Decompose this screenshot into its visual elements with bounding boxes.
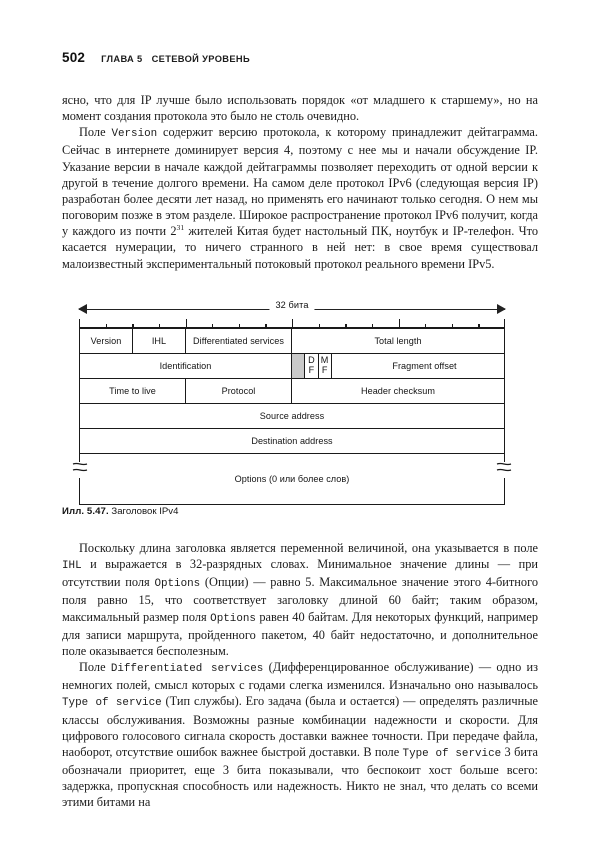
body-text-bottom xyxy=(62,540,538,811)
ipv4-header-grid xyxy=(79,328,505,505)
chapter-title: СЕТЕВОЙ УРОВЕНЬ xyxy=(151,54,251,64)
field-label: Options (0 или более слов) xyxy=(234,474,350,484)
break-mark-icon xyxy=(494,462,514,478)
text-run: равен 40 байтам. Для некоторых функций, например для записи маршрута, пройденного пакетом, 40 байт недостаточно, и дополнительное поле оказывается бесполезным. xyxy=(62,609,538,658)
ruler-tick-major xyxy=(186,319,187,328)
field-label-line: F xyxy=(321,365,328,375)
field-cell-header-checksum xyxy=(292,379,504,403)
text-run: (Дифференцированное обслуживание) — одно из немногих полей, смысл которых с годами слегка изменился. Изначально оно называлось xyxy=(62,660,538,693)
field-cell-ihl xyxy=(133,329,186,353)
text-run: жителей Китая будет настольный ПК, ноутбук и IP-телефон. Что касается нумерации, то ничего странного в ней нет: в свое время существовал малоизвестный экспериментальный потоковый протокол реального времени IPv5. xyxy=(62,224,538,271)
figure-caption xyxy=(62,506,178,517)
running-head xyxy=(62,50,250,65)
field-label-line: F xyxy=(308,365,315,375)
field-label: Total length xyxy=(374,336,422,346)
figure-caption-text: Заголовок IPv4 xyxy=(108,506,179,517)
break-mark-icon xyxy=(70,462,90,478)
header-row xyxy=(80,379,504,404)
header-row xyxy=(80,429,504,454)
field-label: Destination address xyxy=(251,436,333,446)
text-run: 3 бита обозначали приоритет, еще 3 бита показывали, что беспокоит хост больше всего: задержка, пропускная способность или надежность. Никто не знал, что делать со всеми этими битами на xyxy=(62,744,538,810)
field-label: Header checksum xyxy=(360,386,436,396)
field-label: IHL xyxy=(151,336,167,346)
field-label-line: D xyxy=(308,355,315,366)
field-cell-spacer xyxy=(332,354,345,378)
paragraph-version-field xyxy=(62,124,538,271)
header-row xyxy=(80,404,504,429)
superscript-exponent: 31 xyxy=(176,223,185,233)
text-run: содержит версию протокола, к которому принадлежит дейтаграмма. Сейчас в интернете доминирует версия 4, поэтому с нее мы и начали обсуждение IP. Указание версии в начале каждой дейтаграммы позволяет переходить от одной версии к другой в течение долгого времени. На самом деле протокол IPv6 (следующая версия IP) разработан более десяти лет назад, но применять его начинают только сегодня. О нем мы поговорим позже в этом разделе. Широкое распространение протокол IPv6 получит, когда у каждого из почти 2 xyxy=(62,125,538,239)
arrow-head-right-icon xyxy=(497,304,506,314)
field-label: Differentiated services xyxy=(193,336,284,346)
field-cell-time-to-live xyxy=(80,379,186,403)
code-type-of-service-2: Type of service xyxy=(402,747,502,760)
field-cell-differentiated-services xyxy=(186,329,292,353)
text-run: (Опции) — равно 5. Максимальное значение этого 4-битного поля равно 15, что соответствует заголовку длиной 60 байт; таким образом, максимальный размер поля xyxy=(62,575,538,624)
bit-width-arrow xyxy=(79,300,505,318)
field-cell-df xyxy=(305,354,318,378)
field-cell-fragment-offset xyxy=(345,354,504,378)
field-label: Fragment offset xyxy=(392,361,457,371)
figure-ipv4-header xyxy=(62,300,538,505)
field-cell-mf xyxy=(319,354,332,378)
paragraph-continued: ясно, что для IP лучше было использовать порядок «от младшего к старшему», но на момент создания протокола это было не столь очевидно. xyxy=(62,93,538,124)
chapter-heading xyxy=(101,54,250,64)
chapter-label: ГЛАВА 5 xyxy=(101,54,143,64)
field-label: Time to live xyxy=(109,386,156,396)
field-cell-options-0 xyxy=(80,454,504,504)
header-row xyxy=(80,454,504,504)
code-type-of-service-1: Type of service xyxy=(62,697,162,710)
field-cell-source-address xyxy=(80,404,504,428)
code-version: Version xyxy=(111,128,158,141)
arrow-head-left-icon xyxy=(78,304,87,314)
ruler-tick-major xyxy=(504,319,505,328)
code-options-1: Options xyxy=(154,578,201,591)
field-label: Version xyxy=(90,336,122,346)
ruler-tick-major xyxy=(399,319,400,328)
reserved-bit-cell xyxy=(292,354,305,378)
field-label: Source address xyxy=(259,411,325,421)
paragraph-diffserv-field xyxy=(62,659,538,810)
paragraph-ihl-field xyxy=(62,540,538,659)
field-label: Identification xyxy=(159,361,212,371)
text-run: Поле xyxy=(79,125,112,140)
text-run: (Тип службы). Его задача (была и остается) — определять различные классы обслуживания. Возможны разные комбинации надежности и скорости. Для цифрового голосового сигнала скорость доставки важнее точности. При передаче файла, наоборот, отсутствие ошибок важнее быстрой доставки. В поле xyxy=(62,694,538,759)
header-row xyxy=(80,354,504,379)
field-cell-identification xyxy=(80,354,292,378)
field-cell-total-length xyxy=(292,329,504,353)
ruler-tick-major xyxy=(79,319,80,328)
bit-ruler xyxy=(79,318,505,328)
bit-width-label: 32 бита xyxy=(269,300,314,310)
field-cell-destination-address xyxy=(80,429,504,453)
field-cell-protocol xyxy=(186,379,292,403)
body-text-top xyxy=(62,92,538,272)
field-cell-version xyxy=(80,329,133,353)
text-run: и выражается в 32-разрядных словах. Минимальное значение длины — при отсутствии поля xyxy=(62,557,538,590)
page-number: 502 xyxy=(62,50,86,65)
field-label: Protocol xyxy=(221,386,256,396)
header-row xyxy=(80,329,504,354)
field-label-line: M xyxy=(320,355,329,366)
ruler-tick-major xyxy=(292,319,293,328)
code-options-2: Options xyxy=(210,612,256,625)
text-run: Поле xyxy=(79,660,111,675)
code-differentiated-services: Differentiated services xyxy=(110,663,264,676)
code-ihl: IHL xyxy=(62,560,82,573)
figure-number: Илл. 5.47. xyxy=(62,506,109,517)
text-run: Поскольку длина заголовка является переменной величиной, она указывается в поле xyxy=(79,541,538,555)
